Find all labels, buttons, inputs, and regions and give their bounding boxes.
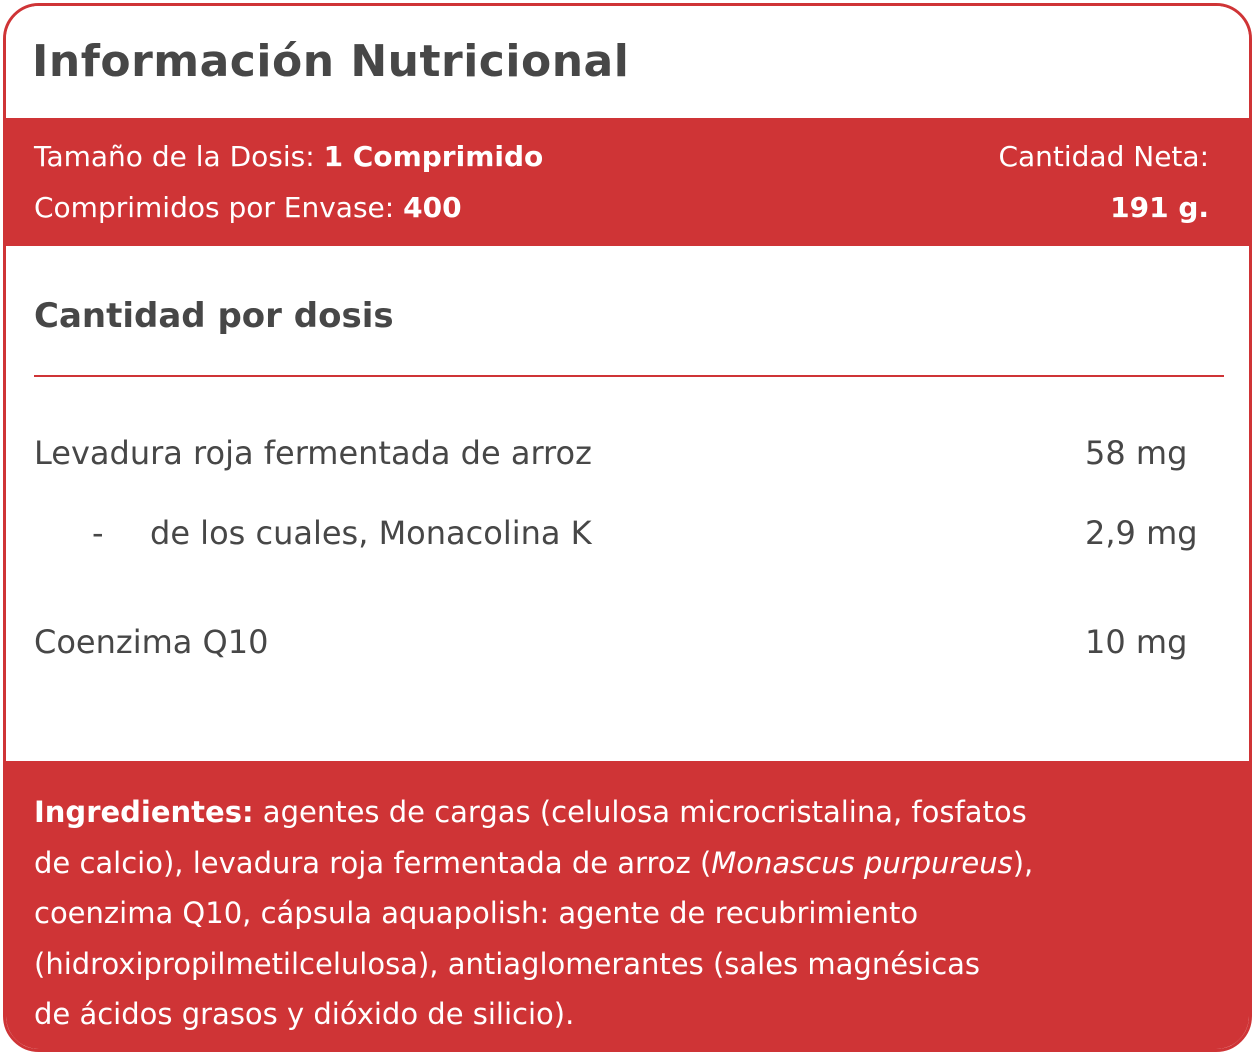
servings-per-container-value: 400 [403,191,462,224]
amount-per-serving-heading: Cantidad por dosis [34,296,394,336]
label-title: Información Nutricional [32,36,630,87]
ingredients-line-4: (hidroxipropilmetilcelulosa), antiaglomerantes (sales magnésicas [34,946,981,981]
servings-per-container [34,191,462,224]
ingredients-line-1 [34,787,1154,838]
ingredients-line-2 [34,838,1154,889]
nutrient-name: Levadura roja fermentada de arroz [34,434,592,472]
ingredients-band [6,761,1249,1051]
section-divider [34,375,1224,377]
servings-per-container-label: Comprimidos por Envase: [34,191,395,224]
ingredients-line-1-text: agentes de cargas (celulosa microcristalina, fosfatos [253,795,1027,829]
ingredients-line-5: de ácidos grasos y dióxido de silicio). [34,997,575,1031]
nutrient-value: 10 mg [1085,623,1188,661]
serving-size-label: Tamaño de la Dosis: [34,140,315,173]
ingredients-text [34,787,1154,1040]
nutrient-value: 58 mg [1085,434,1188,472]
serving-size [34,140,543,173]
title-bar [6,6,1249,118]
serving-info-band [6,118,1249,246]
net-quantity-value: 191 g. [1110,191,1209,224]
ingredients-line-2-text-b: ), [1012,845,1034,880]
ingredients-line-3: coenzima Q10, cápsula aquapolish: agente de recubrimiento [34,896,919,930]
nutrition-label [3,3,1252,1052]
ingredients-line-2-text-a: de calcio), levadura roja fermentada de arroz ( [34,845,712,880]
ingredients-species-name: Monascus purpureus [711,845,1013,880]
serving-size-value: 1 Comprimido [323,140,544,173]
sub-item-dash: - [92,514,104,552]
ingredients-label: Ingredientes: [34,795,254,829]
nutrient-sub-name: de los cuales, Monacolina K [150,514,592,552]
nutrient-sub-value: 2,9 mg [1085,514,1198,552]
nutrient-name: Coenzima Q10 [34,623,269,661]
net-quantity-label: Cantidad Neta: [998,140,1209,173]
